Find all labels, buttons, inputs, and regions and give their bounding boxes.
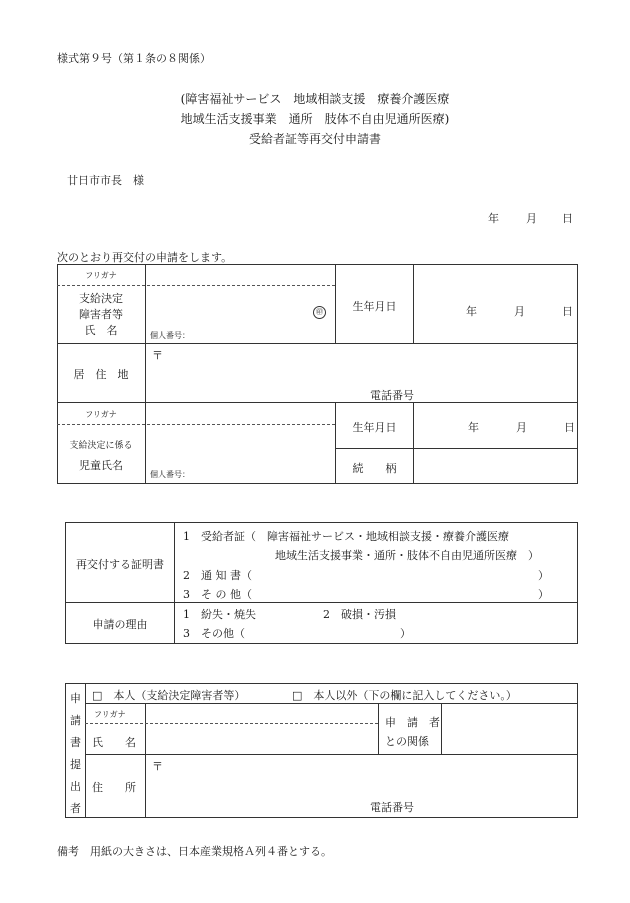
submitter-phone-label: 電話番号 — [370, 801, 414, 814]
residence-label: 居 住 地 — [73, 368, 129, 381]
applicant-birthdate-input[interactable] — [414, 266, 577, 342]
applicant-name-label-2: 障害者等 — [79, 308, 123, 321]
applicant-furigana-input[interactable] — [146, 266, 334, 284]
child-birthdate-input[interactable] — [414, 404, 577, 447]
submitter-furigana-input[interactable] — [146, 705, 377, 722]
child-label-2: 児童氏名 — [79, 459, 123, 472]
reissue-item-1-cont: 地域生活支援事業・通所・肢体不自由児通所医療 ） — [275, 549, 539, 562]
child-furigana-input[interactable] — [146, 404, 334, 423]
child-relation-label: 続 柄 — [352, 462, 397, 475]
applicant-name-label-3: 氏 名 — [84, 324, 118, 337]
submitter-furigana-label: フリガナ — [94, 710, 126, 719]
submitter-address-label: 住 所 — [92, 781, 136, 794]
child-birth-year: 年 — [468, 421, 479, 434]
submitter-address-input[interactable] — [146, 756, 576, 816]
reason-option-1[interactable]: 1 紛失・焼失 — [183, 608, 256, 621]
child-relation-input[interactable] — [414, 450, 577, 482]
submitter-postal-mark: 〒 — [152, 760, 163, 773]
residence-input[interactable] — [146, 345, 576, 401]
submitter-relation-input[interactable] — [442, 705, 576, 753]
residence-phone-label: 電話番号 — [370, 389, 414, 402]
submitter-vertical-char-5: 出 — [70, 780, 81, 793]
date-day-label: 日 — [562, 212, 573, 225]
child-birth-day: 日 — [564, 421, 575, 434]
submitter-relation-label-2: との関係 — [385, 735, 429, 748]
reason-option-3-close: ） — [400, 627, 411, 640]
applicant-furigana-label: フリガナ — [85, 271, 117, 280]
submitter-vertical-char-3: 書 — [70, 736, 81, 749]
reissue-item-3[interactable]: 3 そ の 他（ — [183, 588, 252, 601]
footer-note: 備考 用紙の大きさは、日本産業規格Ａ列４番とする。 — [57, 845, 332, 858]
child-birth-month: 月 — [516, 421, 527, 434]
applicant-birth-day: 日 — [562, 305, 573, 318]
reissue-item-3-close: ） — [538, 588, 549, 601]
submitter-other-checkbox[interactable]: □ 本人以外（下の欄に記入してください。） — [292, 689, 517, 702]
applicant-birth-month: 月 — [514, 305, 525, 318]
title-line-1: (障害福祉サービス 地域相談支援 療養介護医療 — [180, 92, 450, 106]
reissue-label: 再交付する証明書 — [76, 558, 164, 571]
title-line-3: 受給者証等再交付申請書 — [248, 132, 381, 146]
submitter-vertical-char-4: 提 — [70, 758, 81, 771]
submitter-vertical-char-1: 申 — [70, 692, 81, 705]
child-label-1: 支給決定に係る — [69, 441, 133, 451]
submitter-vertical-char-6: 者 — [70, 802, 81, 815]
submitter-self-checkbox[interactable]: □ 本人（支給決定障害者等） — [92, 689, 246, 702]
title-line-2: 地域生活支援事業 通所 肢体不自由児通所医療) — [180, 112, 450, 126]
submitter-name-label: 氏 名 — [92, 736, 136, 749]
submitter-relation-label-1: 申 請 者 — [385, 716, 440, 729]
child-furigana-label: フリガナ — [85, 410, 117, 419]
reissue-item-2[interactable]: 2 通 知 書（ — [183, 569, 252, 582]
residence-postal-mark: 〒 — [152, 349, 163, 362]
child-birth-label: 生年月日 — [352, 421, 397, 434]
applicant-name-label-1: 支給決定 — [79, 292, 123, 305]
date-year-label: 年 — [488, 212, 499, 225]
reissue-item-1[interactable]: 1 受給者証（ 障害福祉サービス・地域相談支援・療養介護医療 — [183, 530, 509, 543]
reason-label: 申請の理由 — [92, 618, 148, 631]
applicant-name-input[interactable] — [146, 287, 334, 327]
submitter-name-input[interactable] — [146, 725, 377, 753]
child-personal-number-label: 個人番号： — [150, 470, 190, 479]
addressee: 廿日市市長 様 — [67, 174, 144, 187]
applicant-birth-label: 生年月日 — [352, 300, 397, 313]
reason-option-3[interactable]: 3 その他（ — [183, 627, 245, 640]
intro-text: 次のとおり再交付の申請をします。 — [57, 251, 233, 264]
submitter-vertical-char-2: 請 — [70, 714, 81, 727]
reissue-item-2-close: ） — [538, 569, 549, 582]
date-month-label: 月 — [526, 212, 537, 225]
child-name-input[interactable] — [146, 426, 334, 466]
applicant-birth-year: 年 — [466, 305, 477, 318]
applicant-personal-number-label: 個人番号： — [150, 331, 190, 340]
form-number: 様式第９号（第１条の８関係） — [57, 52, 211, 65]
reason-option-2[interactable]: 2 破損・汚損 — [323, 608, 396, 621]
seal-mark: ㊞ — [313, 306, 326, 319]
